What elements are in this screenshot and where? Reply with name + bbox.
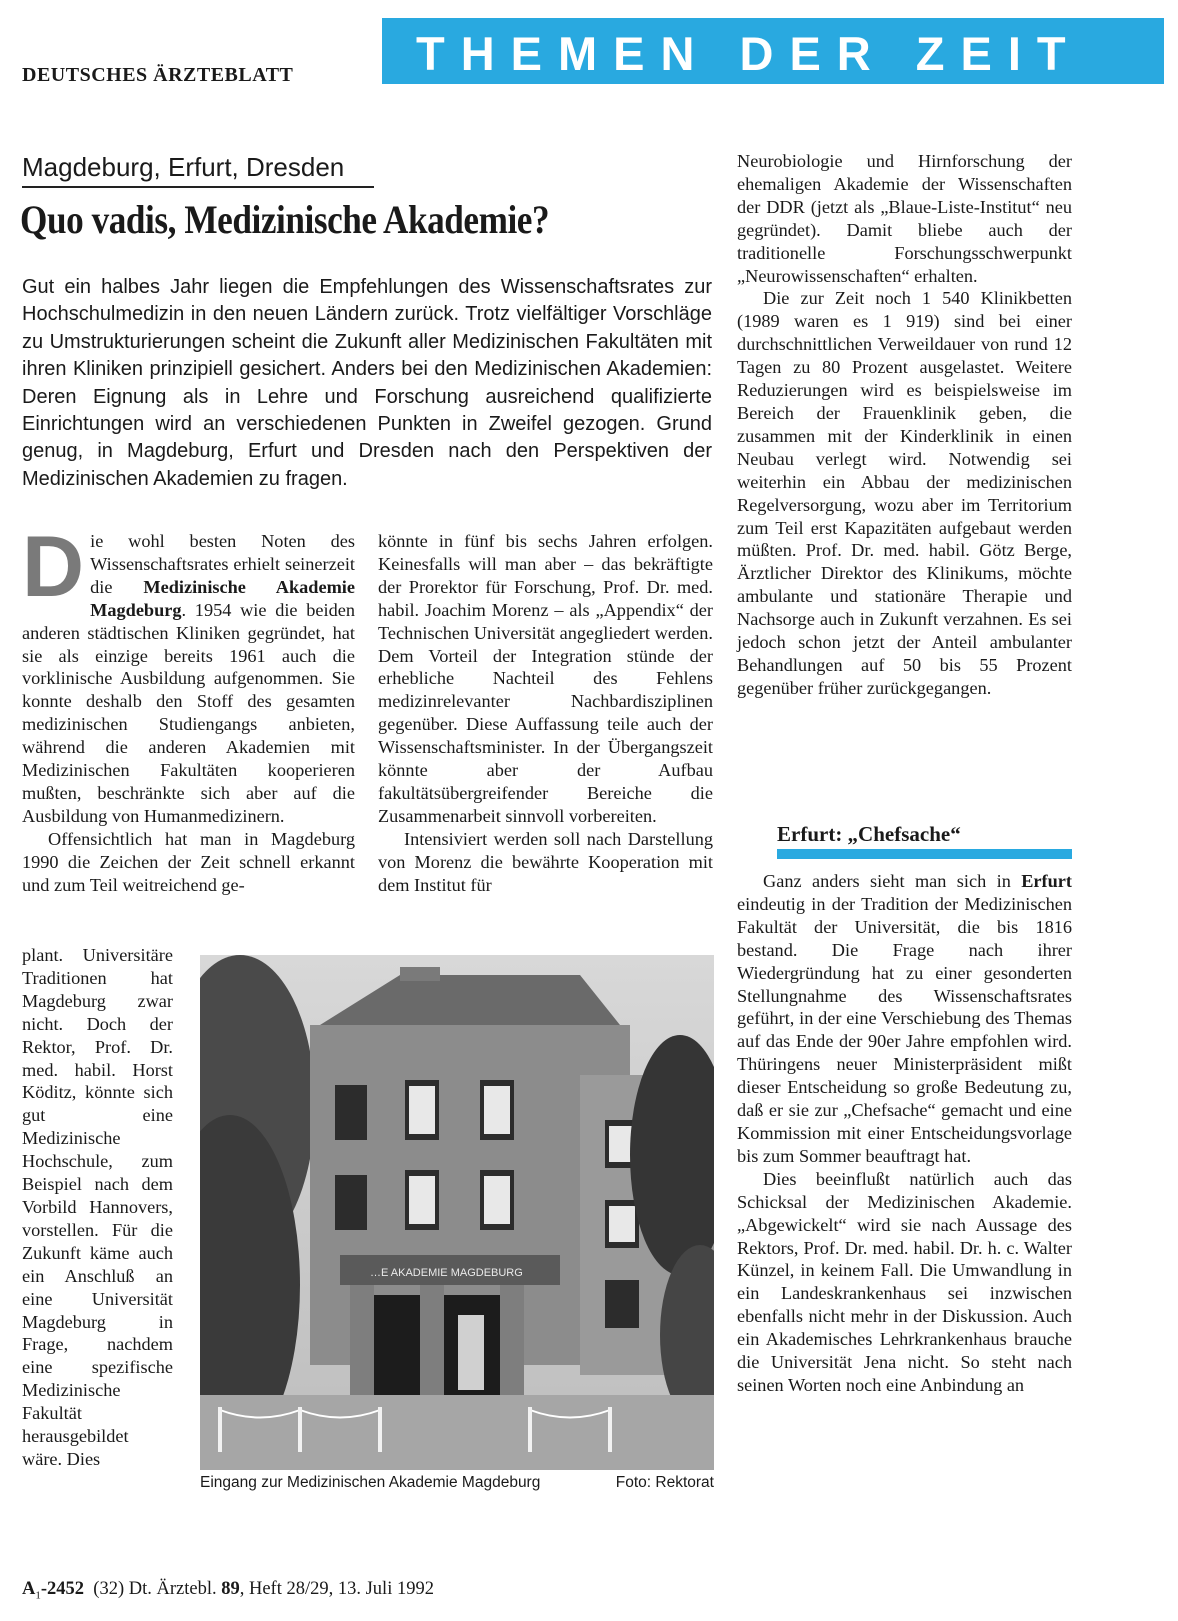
drop-cap: D bbox=[22, 519, 85, 615]
paragraph: Offensichtlich hat man in Magdeburg 1990 die Zeichen der Zeit schnell erkannt und zum Teil weitreichend ge- bbox=[22, 828, 355, 895]
text-run: Ganz anders sieht man sich in bbox=[763, 871, 1022, 891]
caption-text: Eingang zur Medizinischen Akademie Magdeburg bbox=[200, 1474, 541, 1491]
photo-credit: Foto: Rektorat bbox=[615, 1474, 714, 1491]
photo-caption bbox=[200, 1474, 714, 1492]
text-run: . 1954 wie die beiden anderen städtischen Kliniken gegründet, hat sie als einzige bereits 1961 auch die vorklinische Ausbildung aufgenommen. Sie konnte deshalb den Stoff des gesamten medizinischen Studiengangs anbieten, während die anderen Akademien mit Medizinischen Fakultäten kooperieren mußten, beschränkte sich aber auf die Ausbildung von Humanmedizinern. bbox=[22, 599, 355, 826]
paragraph: plant. Universitäre Traditionen hat Magdeburg zwar nicht. Doch der Rektor, Prof. Dr. med. habil. Horst Köditz, könnte sich gut eine Medizinische Hochschule, zum Beispiel nach dem Vorbild Hannovers, vorstellen. Für die Zukunft käme auch ein Anschluß an eine Universität Magdeburg in Frage, nachdem eine spezifische Medizinische Fakultät herausgebildet wäre. Dies bbox=[22, 945, 173, 1469]
subheading-bar bbox=[777, 849, 1072, 859]
paragraph: Die zur Zeit noch 1 540 Klinikbetten (1989 waren es 1 919) sind bei einer durchschnittlichen Verweildauer von rund 12 Tagen zu 80 Prozent ausgelastet. Weitere Reduzierungen wird es beispielsweise im Bereich der Frauenklinik geben, die zusammen mit der Kinderklinik in einen Neubau verlegt wird. Notwendig sei weiterhin ein Abbau der medizinischen Regelversorgung, wozu aber im Territorium zum Teil erst Kapazitäten aufgebaut werden müßten. Prof. Dr. med. habil. Götz Berge, Ärztlicher Direktor des Klinikums, möchte ambulante und stationäre Therapie und Nachsorge auch in Zukunft verzahnen. Es sei jedoch schon jetzt der Anteil ambulanter Behandlungen auf 50 bis 55 Prozent gegenüber früher zurückgegangen. bbox=[737, 288, 1072, 698]
paragraph: könnte in fünf bis sechs Jahren erfolgen. Keinesfalls will man aber – das bekräftigte der Prorektor für Forschung, Prof. Dr. med. habil. Joachim Morenz – als „Appendix“ der Technischen Universität angegliedert werden. Dem Vorteil der Integration stünde der erhebliche Nachteil des Fehlens medizinrelevanter Nachbardisziplinen gegenüber. Diese Auffassung teile auch der Wissenschaftsminister. In der Übergangszeit könnte aber der Aufbau fakultätsübergreifender Bereiche die Zusammenarbeit sinnvoll vorbereiten. bbox=[378, 531, 713, 826]
paragraph: Dies beeinflußt natürlich auch das Schicksal der Medizinischen Akademie. „Abgewickelt“ wird sie nach Aussage des Rektors, Prof. Dr. med. habil. Dr. h. c. Walter Künzel, in keinem Fall. Die Umwandlung in ein Landeskrankenhaus sei inzwischen ebenfalls nicht mehr in der Diskussion. Auch ein Akademisches Lehrkrankenhaus brauche die Universität Jena nicht. So steht nach seinen Worten noch eine Anbindung an bbox=[737, 1168, 1072, 1395]
article-headline: Quo vadis, Medizinische Akademie? bbox=[20, 197, 550, 242]
column-3 bbox=[737, 150, 1072, 700]
kicker-underline bbox=[22, 186, 374, 188]
column-1-narrow bbox=[22, 944, 173, 1471]
journal-name: DEUTSCHES ÄRZTEBLATT bbox=[22, 64, 294, 86]
section-banner bbox=[382, 18, 1164, 84]
paragraph bbox=[22, 519, 356, 828]
page-footer bbox=[22, 1579, 434, 1602]
article-lead: Gut ein halbes Jahr liegen die Empfehlungen des Wissenschaftsrates zur Hochschulmedizin in den neuen Ländern zurück. Trotz vielfältiger Vorschläge zu Umstrukturierungen scheint die Zukunft aller Medizinischen Fakultäten mit ihren Kliniken prinzipiell gesichert. Anders bei den Medizinischen Akademien: Deren Eignung als in Lehre und Forschung ausreichend qualifizierte Einrichtungen wird an verschiedenen Punkten in Zweifel gezogen. Grund genug, in Magdeburg, Erfurt und Dresden nach den Perspektiven der Medizinischen Akademien zu fragen. bbox=[22, 276, 712, 490]
column-3-continued bbox=[737, 870, 1072, 1397]
text-run: ie wohl besten Noten des Wissenschaftsrates erhielt seinerzeit die bbox=[90, 531, 355, 597]
subheading-erfurt: Erfurt: „Chefsache“ bbox=[777, 822, 961, 846]
section-title: THEMEN DER ZEIT bbox=[416, 27, 1082, 80]
column-1 bbox=[22, 519, 356, 897]
page-number: -2452 bbox=[40, 1579, 85, 1599]
page-prefix: A bbox=[22, 1579, 36, 1599]
page-subscript: 1 bbox=[35, 1589, 41, 1602]
column-2 bbox=[378, 530, 713, 897]
text-run: eindeutig in der Tradition der Medizinischen Fakultät der Universität, die bis 1816 bestand. Die Frage nach ihrer Wiedergründung hat zu einer gesonderten Stellungnahme des Wissenschaftsrates geführt, in der eine Verschiebung des Themas auf das Ende der 90er Jahre empfohlen wird. Thüringens neuer Ministerpräsident mißt dieser Entscheidung so große Bedeutung zu, daß er sie zur „Chefsache“ gemacht und eine Kommission mit einer Entscheidungsvorlage bis zum Sommer beauftragt hat. bbox=[737, 893, 1072, 1166]
issue-text: (32) Dt. Ärztebl. bbox=[93, 1579, 222, 1599]
paragraph: Intensiviert werden soll nach Darstellung von Morenz die bewährte Kooperation mit dem Institut für bbox=[378, 828, 713, 895]
article-kicker: Magdeburg, Erfurt, Dresden bbox=[22, 152, 345, 182]
building-sign: …E AKADEMIE MAGDEBURG bbox=[370, 1267, 523, 1279]
volume-number: 89 bbox=[221, 1579, 240, 1599]
city-name: Erfurt bbox=[1021, 871, 1072, 891]
issue-date: , Heft 28/29, 13. Juli 1992 bbox=[239, 1579, 434, 1599]
institution-name: Medizinische Akademie Magdeburg bbox=[90, 576, 356, 620]
paragraph bbox=[737, 870, 1072, 1168]
paragraph: Neurobiologie und Hirnforschung der ehemaligen Akademie der Wissenschaften der DDR (jetzt als „Blaue-Liste-Institut“ neu gegründet). Damit bliebe auch der traditionelle Forschungsschwerpunkt „Neurowissenschaften“ erhalten. bbox=[737, 151, 1072, 286]
academy-building-photo bbox=[200, 955, 714, 1470]
